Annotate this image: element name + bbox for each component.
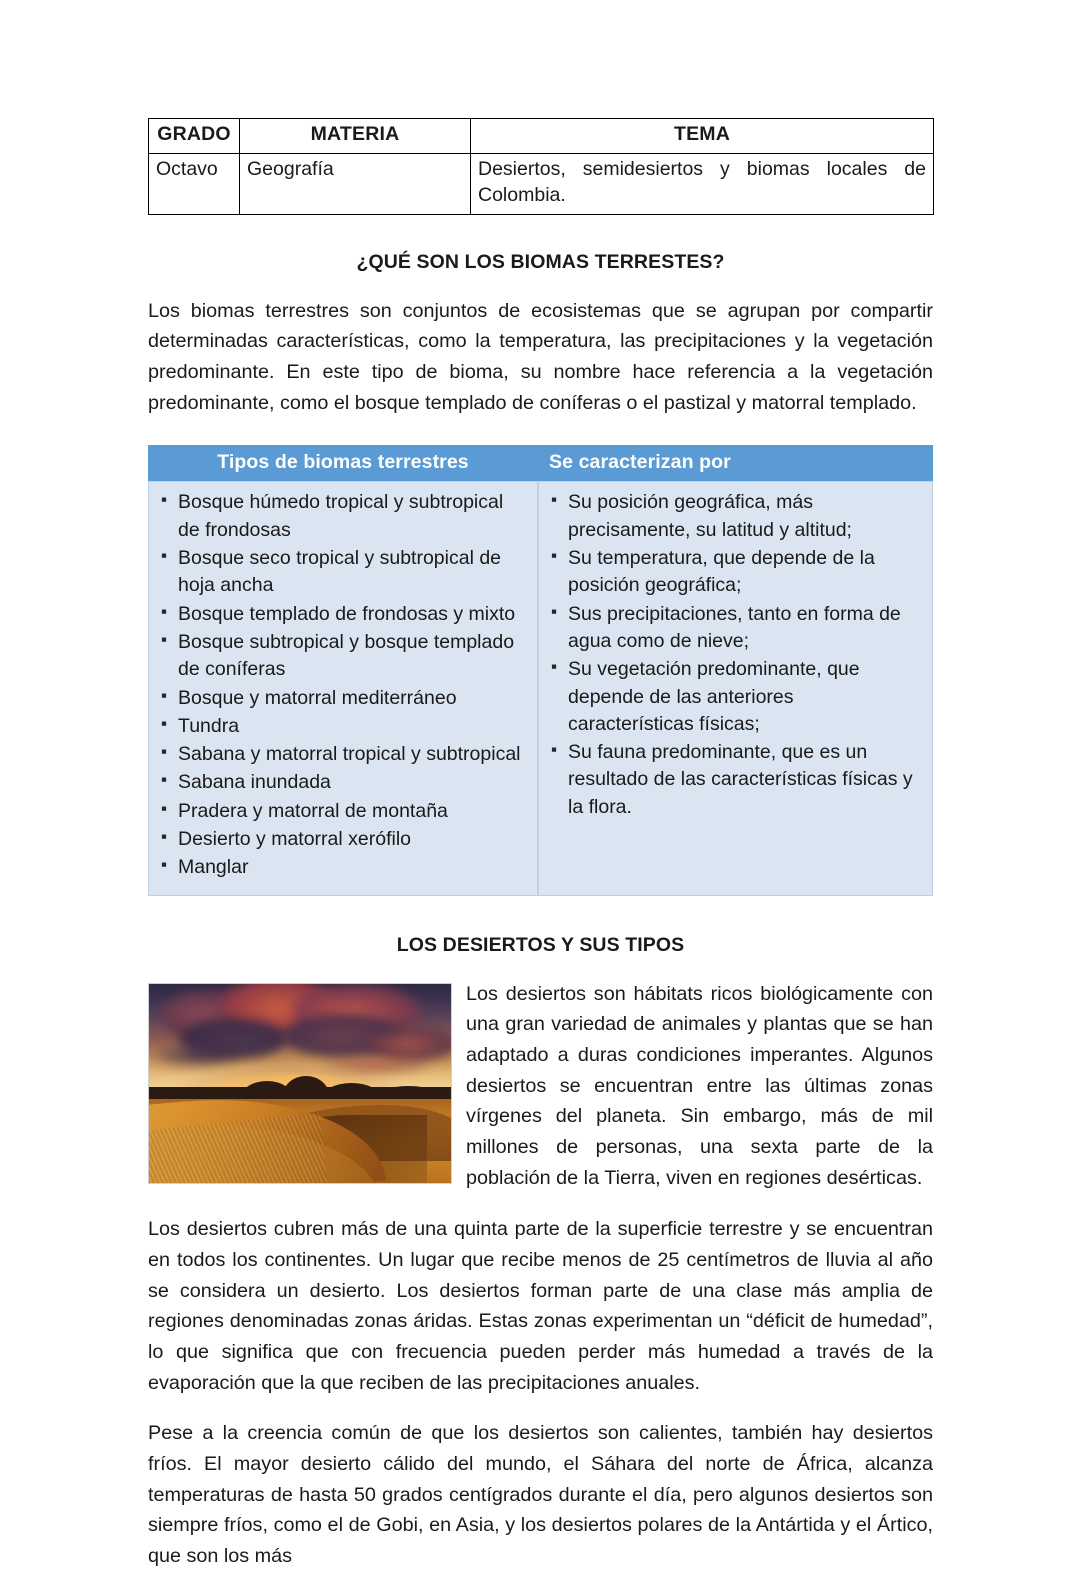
desiertos-paragraph-3: Pese a la creencia común de que los desiertos son calientes, también hay desiertos fríos. El mayor desierto cálido del mundo, el Sáhara del norte de África, alcanza temperaturas de hasta 50 grados centígrados durante el día, pero algunos desiertos son siempre fríos, como el de Gobi, en Asia, y los desiertos polares de la Antártida y el Ártico, que son los más — [148, 1422, 933, 1568]
info-table-header-row — [149, 119, 934, 154]
cloud-shape — [155, 1043, 240, 1067]
biome-table-header-row — [148, 445, 933, 481]
biome-header-types: Tipos de biomas terrestres — [148, 445, 538, 481]
list-item: ▪ Tundra — [159, 713, 527, 740]
list-item: ▪ Bosque y matorral mediterráneo — [159, 685, 527, 712]
list-item: ▪ Bosque húmedo tropical y subtropical de frondosas — [159, 489, 527, 544]
list-item: ▪ Desierto y matorral xerófilo — [159, 826, 527, 853]
info-header-materia: MATERIA — [240, 119, 471, 154]
list-item: ▪ Manglar — [159, 854, 527, 881]
list-item: ▪ Bosque subtropical y bosque templado de coníferas — [159, 629, 527, 684]
biome-cell-characteristics — [538, 481, 933, 895]
list-item: ▪ Sus precipitaciones, tanto en forma de agua como de nieve; — [549, 601, 922, 656]
list-item: ▪ Su temperatura, que depende de la posición geográfica; — [549, 545, 922, 600]
desiertos-paragraph-1: Los desiertos son hábitats ricos biológicamente con una gran variedad de animales y plantas que se han adaptado a duras condiciones imperantes. Algunos desiertos se encuentran entre las últimas zonas vírgenes del planeta. Sin embargo, más de mil millones de personas, una sexta parte de la población de la Tierra, viven en regiones desérticas. — [466, 982, 933, 1189]
course-info-table — [148, 118, 934, 215]
biome-types-table — [148, 445, 933, 895]
biomas-section-title: ¿QUÉ SON LOS BIOMAS TERRESTES? — [356, 250, 725, 273]
info-cell-tema: Desiertos, semidesiertos y biomas locales de Colombia. — [471, 153, 934, 214]
list-item: ▪ Bosque seco tropical y subtropical de hoja ancha — [159, 545, 527, 600]
biome-cell-types — [148, 481, 538, 895]
info-header-tema: TEMA — [471, 119, 934, 154]
desiertos-section-title: LOS DESIERTOS Y SUS TIPOS — [396, 933, 685, 956]
info-table-row — [149, 153, 934, 214]
biome-header-characteristics: Se caracterizan por — [538, 445, 933, 481]
desert-figure-block — [148, 979, 933, 1399]
list-item: ▪ Pradera y matorral de montaña — [159, 798, 527, 825]
list-item: ▪ Su vegetación predominante, que depende de las anteriores características físicas; — [549, 656, 922, 738]
list-item: ▪ Bosque templado de frondosas y mixto — [159, 601, 527, 628]
info-header-grado: GRADO — [149, 119, 240, 154]
biome-table-body-row — [148, 481, 933, 895]
biome-characteristics-list — [549, 489, 922, 821]
biomas-intro-paragraph: Los biomas terrestres son conjuntos de ecosistemas que se agrupan por compartir determinadas características, como la temperatura, las precipitaciones y la vegetación predominante. En este tipo de bioma, su nombre hace referencia a la vegetación predominante, como el bosque templado de coníferas o el pastizal y matorral templado. — [148, 299, 933, 414]
list-item: ▪ Sabana y matorral tropical y subtropical — [159, 741, 527, 768]
desiertos-paragraph-2: Los desiertos cubren más de una quinta parte de la superficie terrestre y se encuentran en todos los continentes. Un lugar que recibe menos de 25 centímetros de lluvia al año se considera un desierto. Los desiertos forman parte de una clase más amplia de regiones denominadas zonas áridas. Estas zonas experimentan un “déficit de humedad”, lo que significa que con frecuencia pueden perder más humedad a través de la evaporación que la que reciben de las precipitaciones anuales. — [148, 1218, 933, 1394]
info-cell-grado: Octavo — [149, 153, 240, 214]
list-item: ▪ Su fauna predominante, que es un resultado de las características físicas y la flora. — [549, 739, 922, 821]
desert-sunset-photo — [148, 983, 452, 1184]
biome-types-list — [159, 489, 527, 881]
list-item: ▪ Su posición geográfica, más precisamente, su latitud y altitud; — [549, 489, 922, 544]
cloud-shape — [324, 1055, 427, 1075]
list-item: ▪ Sabana inundada — [159, 769, 527, 796]
info-cell-materia: Geografía — [240, 153, 471, 214]
